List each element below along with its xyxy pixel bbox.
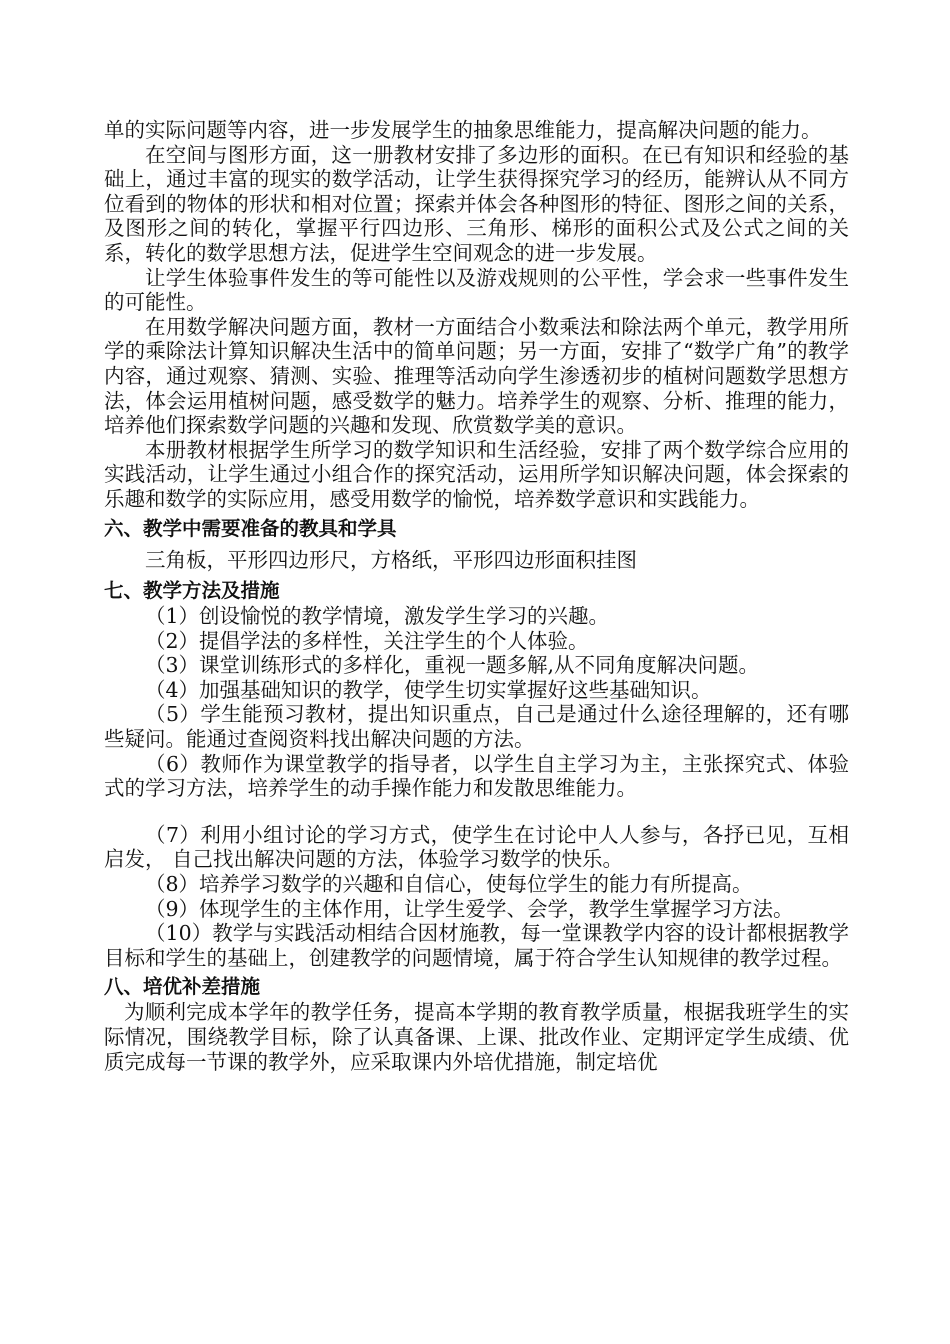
method-item-1: （1）创设愉悦的教学情境，激发学生学习的兴趣。 bbox=[145, 604, 610, 629]
method-item-9: （9）体现学生的主体作用，让学生爱学、会学，教学生掌握学习方法。 bbox=[145, 896, 794, 921]
blank-line bbox=[104, 801, 849, 823]
section-7-title: 七、教学方法及措施 bbox=[104, 579, 280, 603]
document-page bbox=[104, 118, 849, 1074]
method-item-10: （10）教学与实践活动相结合因材施教，每一堂课教学内容的设计都根据教学目标和学生的基础上，创建教学的问题情境，属于符合学生认知规律的教学过程。 bbox=[104, 921, 849, 970]
method-item-3: （3）课堂训练形式的多样化，重视一题多解,从不同角度解决问题。 bbox=[145, 653, 760, 678]
section-8-body: 为顺利完成本学年的教学任务，提高本学期的教育教学质量，根据我班学生的实际情况，围绕教学目标，除了认真备课、上课、批改作业、定期评定学生成绩、优质完成每一节课的教学外，应采取课内外培优措施，制定培优 bbox=[104, 1000, 849, 1074]
paragraph-problem-solving: 在用数学解决问题方面，教材一方面结合小数乘法和除法两个单元，教学用所学的乘除法计算知识解决生活中的简单问题；另一方面，安排了“数学广角”的教学内容，通过观察、猜测、实验、推理等活动向学生渗透初步的植树问题数学思想方法，体会运用植树问题，感受数学的魅力。培养学生的观察、分析、推理的能力，培养他们探索数学问题的兴趣和发现、欣赏数学美的意识。 bbox=[104, 314, 849, 438]
method-item-2: （2）提倡学法的多样性，关注学生的个人体验。 bbox=[145, 628, 589, 653]
method-item-4: （4）加强基础知识的教学，使学生切实掌握好这些基础知识。 bbox=[145, 677, 712, 702]
method-item-6: （6）教师作为课堂教学的指导者，以学生自主学习为主，主张探究式、体验式的学习方法，培养学生的动手操作能力和发散思维能力。 bbox=[104, 751, 849, 801]
section-6-title: 六、教学中需要准备的教具和学具 bbox=[104, 516, 397, 540]
paragraph-space-and-shape: 在空间与图形方面，这一册教材安排了多边形的面积。在已有知识和经验的基础上，通过丰富的现实的数学活动，让学生获得探究学习的经历，能辨认从不同方位看到的物体的形状和相对位置；探索并体会各种图形的特征、图形之间的关系， 及图形之间的转化，掌握平行四边形、三角形、梯形的面积公式及公式之间的关系，转化的数学思想方法，促进学生空间观念的进一步发展。 bbox=[104, 142, 849, 265]
method-item-5: （5）学生能预习教材，提出知识重点，自己是通过什么途径理解的，还有哪些疑问。能通过查阅资料找出解决问题的方法。 bbox=[104, 702, 849, 752]
method-item-8: （8）培养学习数学的兴趣和自信心，使每位学生的能力有所提高。 bbox=[145, 872, 753, 897]
section-8-title: 八、培优补差措施 bbox=[104, 975, 261, 999]
paragraph-continued: 单的实际问题等内容，进一步发展学生的抽象思维能力，提高解决问题的能力。 bbox=[104, 118, 822, 142]
paragraph-practice-activities: 本册教材根据学生所学习的数学知识和生活经验，安排了两个数学综合应用的实践活动，让学生通过小组合作的探究活动，运用所学知识解决问题，体会探索的乐趣和数学的实际应用，感受用数学的愉悦，培养数学意识和实践能力。 bbox=[104, 437, 849, 511]
paragraph-probability: 让学生体验事件发生的等可能性以及游戏规则的公平性，学会求一些事件发生的可能性。 bbox=[104, 265, 849, 315]
method-item-7: （7）利用小组讨论的学习方式，使学生在讨论中人人参与，各抒已见，互相启发， 自己找出解决问题的方法，体验学习数学的快乐。 bbox=[104, 822, 849, 872]
section-6-body: 三角板，平形四边形尺，方格纸，平形四边形面积挂图 bbox=[145, 547, 637, 572]
